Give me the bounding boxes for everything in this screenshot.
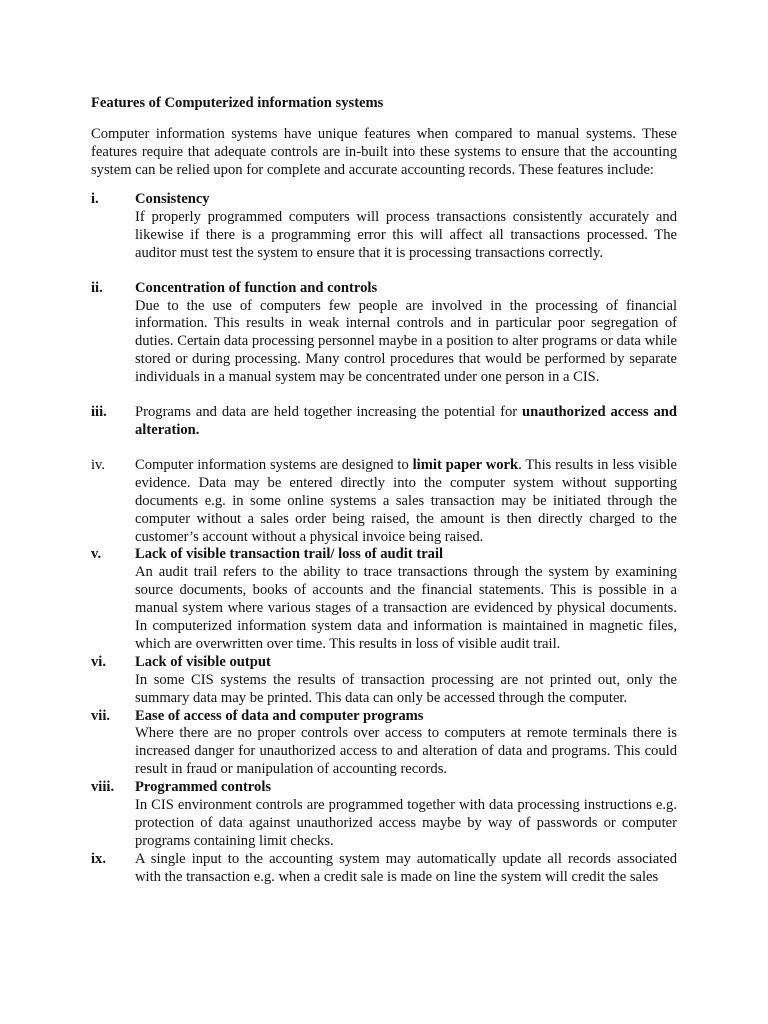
item-body: Where there are no proper controls over access to computers at remote terminals there is increased danger for unauthorized access to and alteration of data and programs. This could result in fraud or manipulation of accounting records. <box>135 725 677 778</box>
item-number: iii. <box>91 404 107 421</box>
item-body: A single input to the accounting system may automatically update all records associated with the transaction e.g. when a credit sale is made on line the system will credit the sales <box>135 850 677 885</box>
item-content <box>135 191 677 263</box>
list-item <box>91 457 677 547</box>
list-item <box>91 708 677 780</box>
item-body: If properly programmed computers will process transactions consistently accurately and likewise if there is a programming error this will affect all transactions processed. The auditor must test the system to ensure that it is processing transactions correctly. <box>135 208 677 261</box>
item-text: Programs and data are held together increasing the potential for <box>135 404 523 421</box>
item-heading: Programmed controls <box>135 779 272 796</box>
item-heading: Consistency <box>135 191 210 207</box>
document-title: Features of Computerized information systems <box>91 95 384 111</box>
item-number: iv. <box>91 456 106 473</box>
item-number: vii. <box>91 707 111 724</box>
item-content <box>135 457 677 547</box>
item-content <box>135 546 677 653</box>
list-item <box>91 851 677 887</box>
item-body: In some CIS systems the results of transaction processing are not printed out, only the summary data may be printed. This data can only be accessed through the computer. <box>135 671 677 706</box>
item-heading: Lack of visible transaction trail/ loss of audit trail <box>135 546 444 563</box>
intro-paragraph: Computer information systems have unique features when compared to manual systems. These features require that adequate controls are in-built into these systems to ensure that the accounting system can be relied upon for complete and accurate accounting records. These features include: <box>91 126 677 178</box>
item-number: vi. <box>91 653 106 670</box>
item-bold-text: unauthorized access and alteration. <box>135 404 678 438</box>
item-body: Due to the use of computers few people are involved in the processing of financial information. This results in weak internal controls and in particular poor segregation of duties. Certain data processing personnel maybe in a position to alter programs or data while stored or during processing. Many control procedures that would be performed by separate individuals in a manual system may be concentrated under one person in a CIS. <box>135 297 677 386</box>
list-item <box>91 280 677 387</box>
item-text: . This results in less visible evidence. Data may be entered directly into the computer system without supporting documents e.g. in some online systems a sales transaction may be initiated through the computer without a sales order being raised, the amount is then directly charged to the customer’s account without a physical invoice being raised. <box>135 456 677 545</box>
item-content <box>135 404 677 440</box>
item-number: ix. <box>91 850 106 867</box>
item-content <box>135 851 677 887</box>
list-item <box>91 654 677 708</box>
item-content <box>135 708 677 780</box>
list-item <box>91 546 677 653</box>
item-number: v. <box>91 546 102 563</box>
document-page <box>91 94 677 887</box>
list-item <box>91 191 677 263</box>
list-item <box>91 779 677 851</box>
item-number: viii. <box>91 779 115 796</box>
item-body: An audit trail refers to the ability to trace transactions through the system by examining source documents, books of accounts and the financial statements. This is possible in a manual system where various stages of a transaction are evidenced by physical documents. In computerized information system data and information is maintained in magnetic files, which are overwritten over time. This results in loss of visible audit trail. <box>135 564 677 652</box>
item-content <box>135 654 677 708</box>
item-number: ii. <box>91 279 103 296</box>
item-bold-text: limit paper work <box>412 456 519 473</box>
item-content <box>135 280 677 387</box>
item-content <box>135 779 677 851</box>
item-heading: Lack of visible output <box>135 653 271 670</box>
item-heading: Concentration of function and controls <box>135 279 378 296</box>
item-number: i. <box>91 191 99 207</box>
item-text: Computer information systems are designed to <box>135 456 413 473</box>
list-item <box>91 404 677 440</box>
item-body: In CIS environment controls are programmed together with data processing instructions e.g. protection of data against unauthorized access maybe by way of passwords or computer programs containing limit checks. <box>135 797 677 849</box>
item-heading: Ease of access of data and computer programs <box>135 707 424 724</box>
